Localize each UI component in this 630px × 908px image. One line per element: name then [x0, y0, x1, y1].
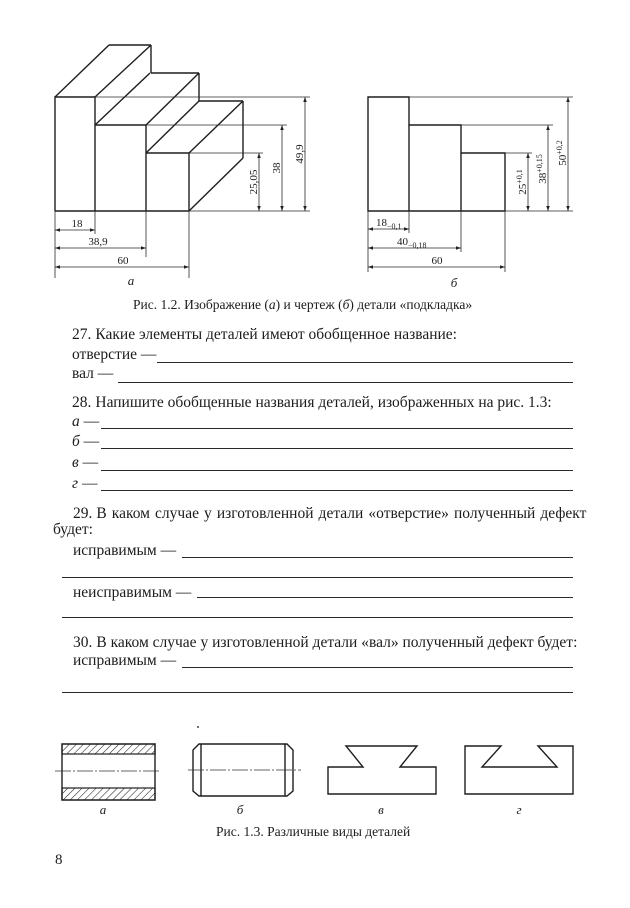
figure-1-2-caption: [133, 298, 472, 312]
caption-label-a: а: [268, 297, 276, 312]
dim-width-step1: $18_{-0,1}$: [376, 217, 402, 231]
view-b-label: б: [450, 275, 458, 290]
answer-label-c: [72, 455, 98, 471]
figure-1-3-caption: Рис. 1.3. Различные виды деталей: [216, 824, 411, 839]
answer-dash: —: [81, 475, 98, 492]
answer-line-d: [101, 490, 573, 491]
question-29: [73, 506, 586, 522]
view-a-label: а: [127, 273, 135, 288]
figure-1-3-label-d: г: [516, 802, 522, 817]
answer-label-fixable: исправимым —: [73, 542, 177, 559]
answer-letter: б: [72, 433, 80, 450]
answer-line-unfixable-continued: [62, 617, 573, 618]
answer-line-hole: [157, 362, 573, 363]
answer-label-unfixable: неисправимым —: [73, 584, 192, 601]
dim-height-step2: 38: [271, 162, 283, 174]
answer-line-unfixable: [197, 597, 573, 598]
answer-line-fixable-continued: [62, 692, 573, 693]
answer-dash: —: [82, 454, 99, 471]
caption-middle: ) и чертеж (: [275, 297, 343, 312]
question-28: [72, 395, 552, 411]
figure-1-3-label-a: а: [99, 802, 107, 817]
question-30: [73, 635, 577, 651]
figure-1-3-dovetail-tenon: [328, 746, 436, 817]
question-text: Напишите обобщенные названия деталей, изображенных на рис. 1.3:: [95, 394, 552, 411]
answer-line-b: [101, 448, 573, 449]
answer-label-a: [72, 414, 99, 430]
question-number: 29.: [73, 505, 93, 522]
figure-1-3-bushing: [55, 744, 161, 817]
answer-line-fixable-continued: [62, 577, 573, 578]
dim-height-step2: $38^{+0,15}$: [535, 154, 549, 184]
question-number: 28.: [72, 394, 92, 411]
answer-label-d: [72, 476, 97, 492]
dim-width-step1: 18: [71, 218, 83, 230]
question-text: Какие элементы деталей имеют обобщенное название:: [95, 326, 457, 343]
figure-1-3-label-c: в: [378, 802, 384, 817]
dim-height-step3: $25^{+0,1}$: [515, 169, 529, 195]
answer-line-fixable: [182, 557, 573, 558]
answer-letter: в: [72, 454, 79, 471]
scan-speck: [197, 726, 199, 728]
page-number: 8: [55, 852, 63, 868]
answer-line-shaft: [118, 382, 573, 383]
answer-line-fixable: [182, 667, 573, 668]
dim-height-total: 49,9: [294, 144, 306, 164]
drawing-outline: [368, 97, 505, 211]
answer-letter: а: [72, 413, 80, 430]
dim-width-step2: 38,9: [88, 236, 108, 248]
figure-1-2-view-b: [368, 97, 573, 290]
question-text: В каком случае у изготовленной детали «вал» полученный дефект будет:: [96, 634, 578, 651]
answer-label-b: [72, 434, 99, 450]
answer-line-c: [101, 470, 573, 471]
answer-dash: —: [83, 413, 100, 430]
extension-lines: [55, 97, 310, 278]
dim-width-step2: $40_{-0,18}$: [397, 236, 427, 250]
question-number: 27.: [72, 326, 92, 343]
isometric-part-outline: [55, 45, 243, 211]
figure-1-3-shaft: [188, 744, 301, 817]
question-29-text-line-2: будет:: [53, 521, 93, 538]
caption-label-b: б: [342, 297, 350, 312]
question-number: 30.: [73, 634, 93, 651]
answer-label-fixable: исправимым —: [73, 652, 177, 669]
figure-1-2-view-a: [55, 45, 310, 288]
dim-height-total: $50^{+0,2}$: [555, 140, 569, 166]
answer-label-shaft: вал —: [72, 365, 114, 382]
answer-dash: —: [83, 433, 100, 450]
answer-label-hole: отверстие —: [72, 346, 157, 363]
dim-width-total: 60: [117, 255, 129, 267]
question-27: [72, 327, 457, 343]
figure-1-3-label-b: б: [236, 802, 244, 817]
dim-width-total: 60: [431, 255, 443, 267]
caption-prefix: Рис. 1.2. Изображение (: [133, 297, 269, 312]
dim-height-step3: 25,05: [248, 169, 260, 195]
answer-letter: г: [72, 475, 79, 492]
question-text-line-1: В каком случае у изготовленной детали «отверстие» полученный дефект: [96, 505, 587, 522]
answer-line-a: [101, 428, 573, 429]
caption-suffix: ) детали «подкладка»: [349, 297, 473, 312]
figure-1-3-dovetail-groove: [465, 746, 573, 817]
